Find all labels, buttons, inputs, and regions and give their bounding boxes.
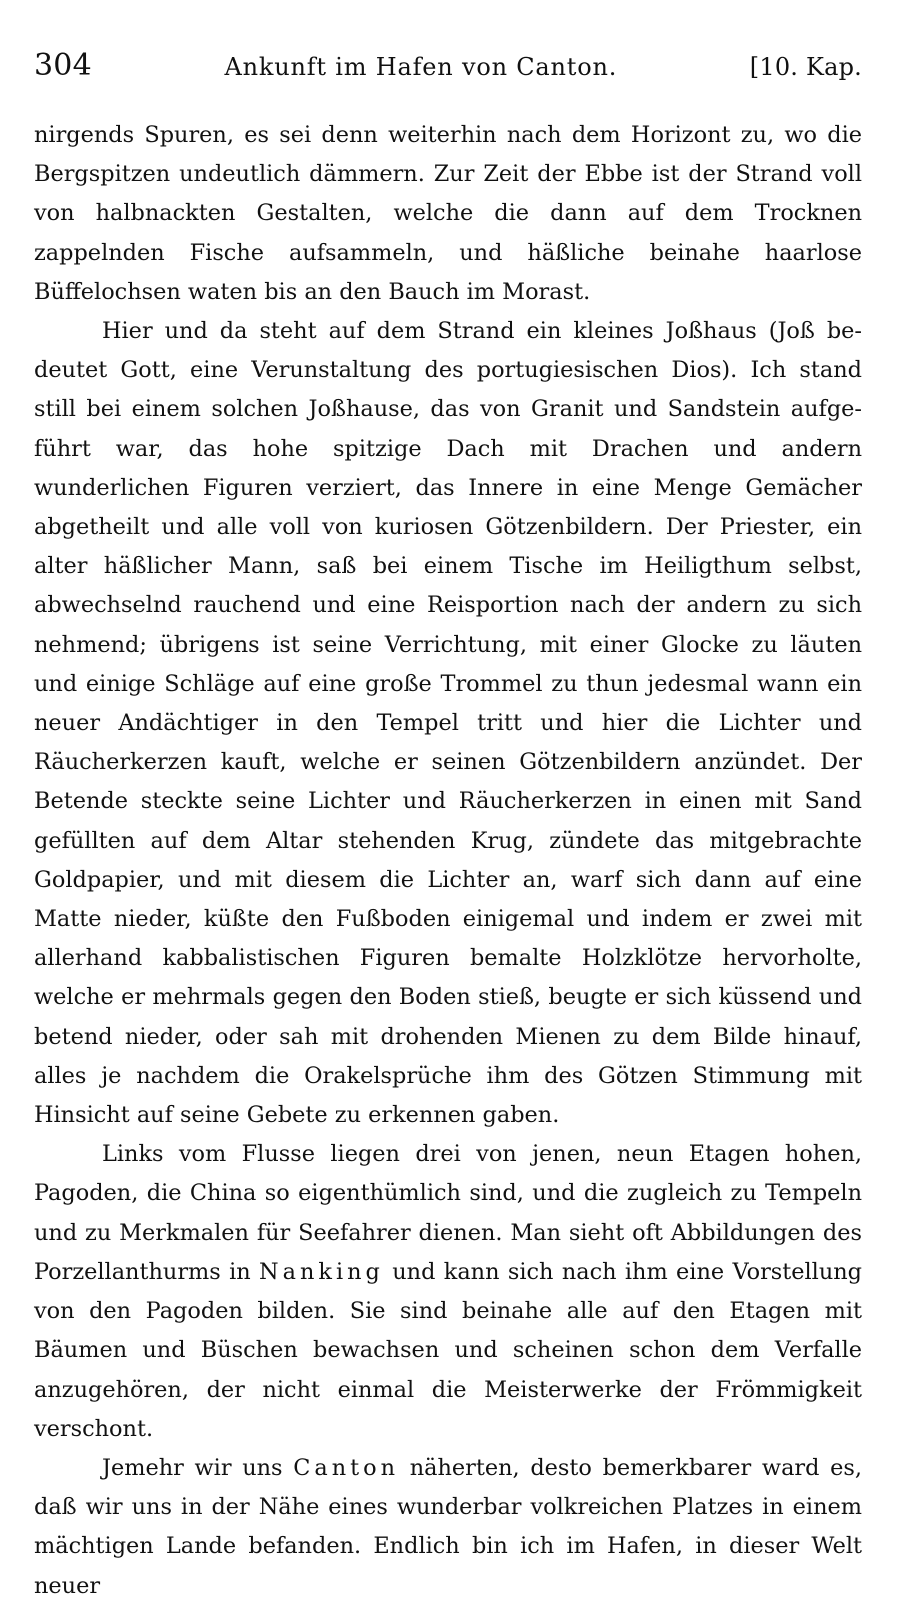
text-run: näherten, desto bemerkbarer ward es, daß wir uns in der Nähe eines wunderbar volkreichen Platzes in einem mächtigen Lande befanden. Endlich bin ich im Hafen, in dieser Welt neuer	[34, 1454, 863, 1599]
body-text	[34, 116, 862, 1606]
page-number: 304	[34, 48, 92, 83]
text-run: Hier und da steht auf dem Strand ein kleines Joßhaus (Joß bedeutet Gott, eine Verunstaltung des portugiesischen Dios). Ich stand still bei einem solchen Joßhause, das von Granit und Sandstein aufgeführt war, das hohe spitzige Dach mit Drachen und andern wunderlichen Figuren verziert, das Innere in eine Menge Gemächer abgetheilt und alle voll von kuriosen Götzenbildern. Der Priester, ein alter häßlicher Mann, saß bei einem Tische im Heiligthum selbst, abwechselnd rauchend und eine Reisportion nach der andern zu sich nehmend; übrigens ist seine Verrichtung, mit einer Glocke zu läuten und einige Schläge auf eine große Trommel zu thun jedesmal wann ein neuer Andächtiger in den Tempel tritt und hier die Lichter und Räucherkerzen kauft, welche er seinen Götzenbildern anzündet. Der Betende steckte seine Lichter und Räucherkerzen in einen mit Sand gefüllten auf dem Altar stehenden Krug, zündete das mitgebrachte Goldpapier, und mit diesem die Lichter an, warf sich dann auf eine Matte nieder, küßte den Fußboden einigemal und indem er zwei mit allerhand kabbalistischen Figuren bemalte Holzklötze hervorholte, welche er mehrmals gegen den Boden stieß, beugte er sich küssend und betend nieder, oder sah mit drohenden Mienen zu dem Bilde hinauf, alles je nachdem die Orakelsprüche ihm des Götzen Stimmung mit Hinsicht auf seine Gebete zu erkennen gaben.	[34, 318, 862, 1129]
text-run: und kann sich nach ihm eine Vorstellung von den Pagoden bilden. Sie sind beinahe alle auf den Etagen mit Bäumen und Büschen bewachsen und scheinen schon dem Verfalle anzugehören, der nicht einmal die Meisterwerke der Frömmigkeit verschont.	[34, 1258, 863, 1442]
text-run: nirgends Spuren, es sei denn weiterhin nach dem Horizont zu, wo die Bergspitzen undeutlich dämmern. Zur Zeit der Ebbe ist der Strand voll von halbnackten Gestalten, welche die dann auf dem Trocknen zappelnden Fische aufsammeln, und häßliche beinahe haarlose Büffelochsen waten bis an den Bauch im Morast.	[34, 122, 862, 305]
paragraph	[34, 1449, 862, 1606]
paragraph	[34, 312, 862, 1135]
running-head	[34, 48, 862, 94]
spaced-place-name: Canton	[293, 1454, 400, 1481]
text-run: Links vom Flusse liegen drei von jenen, neun Etagen hohen, Pagoden, die China so eigenthümlich sind, und die zugleich zu Tempeln und zu Merkmalen für Seefahrer dienen. Man sieht oft Abbildungen des Porzellanthurms in	[34, 1141, 862, 1285]
spaced-place-name: Nanking	[259, 1258, 384, 1285]
chapter-marker: [10. Kap.	[749, 53, 862, 81]
paragraph	[34, 1135, 862, 1449]
text-run: Jemehr wir uns	[102, 1454, 294, 1481]
paragraph	[34, 116, 862, 312]
running-title: Ankunft im Hafen von Canton.	[224, 53, 618, 81]
